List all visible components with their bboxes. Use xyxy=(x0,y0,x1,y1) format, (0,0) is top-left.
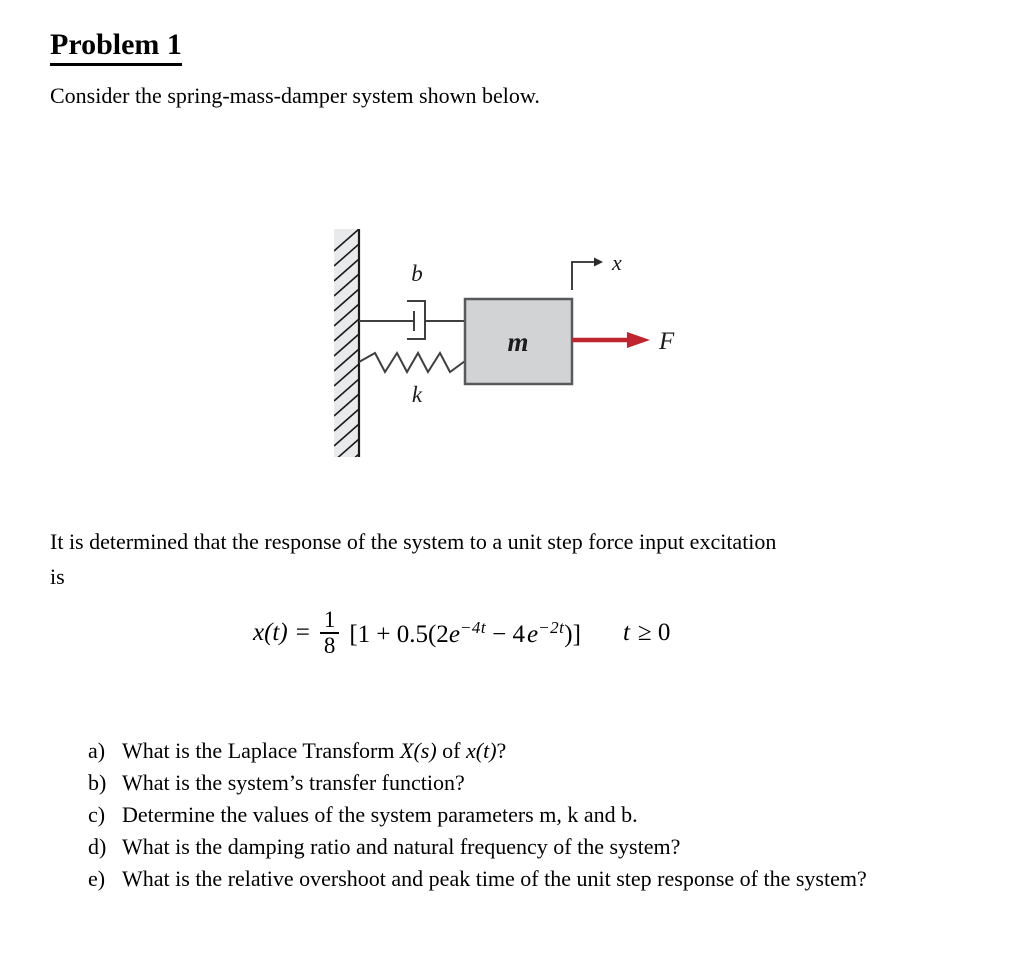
equation-lhs: x(t) xyxy=(253,619,288,646)
question-label: d) xyxy=(88,834,107,859)
question-text xyxy=(122,831,964,863)
question-pre: What is the system’s transfer function? xyxy=(122,770,465,795)
question-math1: X(s) xyxy=(400,738,437,763)
question-label: c) xyxy=(88,802,106,827)
spring-label: k xyxy=(411,382,423,407)
displacement-label: x xyxy=(612,250,622,275)
question-row-b xyxy=(88,767,964,799)
question-text xyxy=(122,735,964,767)
question-row-c xyxy=(88,799,964,831)
equation-e1: e xyxy=(448,620,460,648)
equation-fraction xyxy=(320,608,340,658)
question-text xyxy=(122,767,964,799)
equation-body xyxy=(349,618,581,649)
equation-exponent2: −2t xyxy=(538,617,565,637)
equation-e2: e xyxy=(526,620,539,648)
equation-condition xyxy=(623,619,670,647)
question-row-d xyxy=(88,831,964,863)
force-arrow xyxy=(572,332,650,348)
question-math2: x(t) xyxy=(465,738,497,763)
statement-line1: It is determined that the response of the system to a unit step force input excitation xyxy=(50,529,777,554)
equation-open: [1 + 0.5(2 xyxy=(349,620,449,648)
question-row-e xyxy=(88,863,964,895)
system-diagram xyxy=(320,225,700,475)
question-pre: What is the damping ratio and natural frequency of the system? xyxy=(122,834,681,859)
diagram-canvas xyxy=(320,225,700,475)
question-label: b) xyxy=(88,770,107,795)
statement-line2: is xyxy=(50,564,65,589)
displacement-axis xyxy=(572,258,603,291)
force-label: F xyxy=(659,328,675,355)
equation-mid: − 4 xyxy=(492,620,525,648)
question-post: ? xyxy=(496,738,507,763)
fraction-numerator: 1 xyxy=(323,606,336,632)
damper xyxy=(359,301,465,339)
question-text xyxy=(122,863,964,895)
condition-variable: t xyxy=(622,619,630,646)
spring xyxy=(359,353,465,372)
force-arrowhead xyxy=(627,332,650,348)
question-label: e) xyxy=(88,866,106,891)
equation-equals: = xyxy=(295,619,310,646)
question-pre: What is the Laplace Transform xyxy=(122,738,400,763)
question-pre: What is the relative overshoot and peak time of the unit step response of the system? xyxy=(122,866,867,891)
question-pre: Determine the values of the system parameters m, k and b. xyxy=(122,802,638,827)
condition-rest: ≥ 0 xyxy=(637,619,671,646)
question-label: a) xyxy=(88,738,106,763)
fraction-denominator: 8 xyxy=(320,632,340,658)
statement xyxy=(50,524,970,594)
equation-close: )] xyxy=(564,620,581,648)
question-list xyxy=(88,735,964,895)
response-equation xyxy=(253,602,670,664)
question-row-a xyxy=(88,735,964,767)
question-text xyxy=(122,799,964,831)
page-title: Problem 1 xyxy=(50,28,182,66)
question-mid: of xyxy=(436,738,466,763)
displacement-arrowhead xyxy=(594,258,603,267)
intro-text: Consider the spring-mass-damper system shown below. xyxy=(50,83,540,108)
damper-label: b xyxy=(411,261,423,286)
equation-exponent1: −4t xyxy=(459,617,487,637)
mass-label: m xyxy=(507,327,529,357)
